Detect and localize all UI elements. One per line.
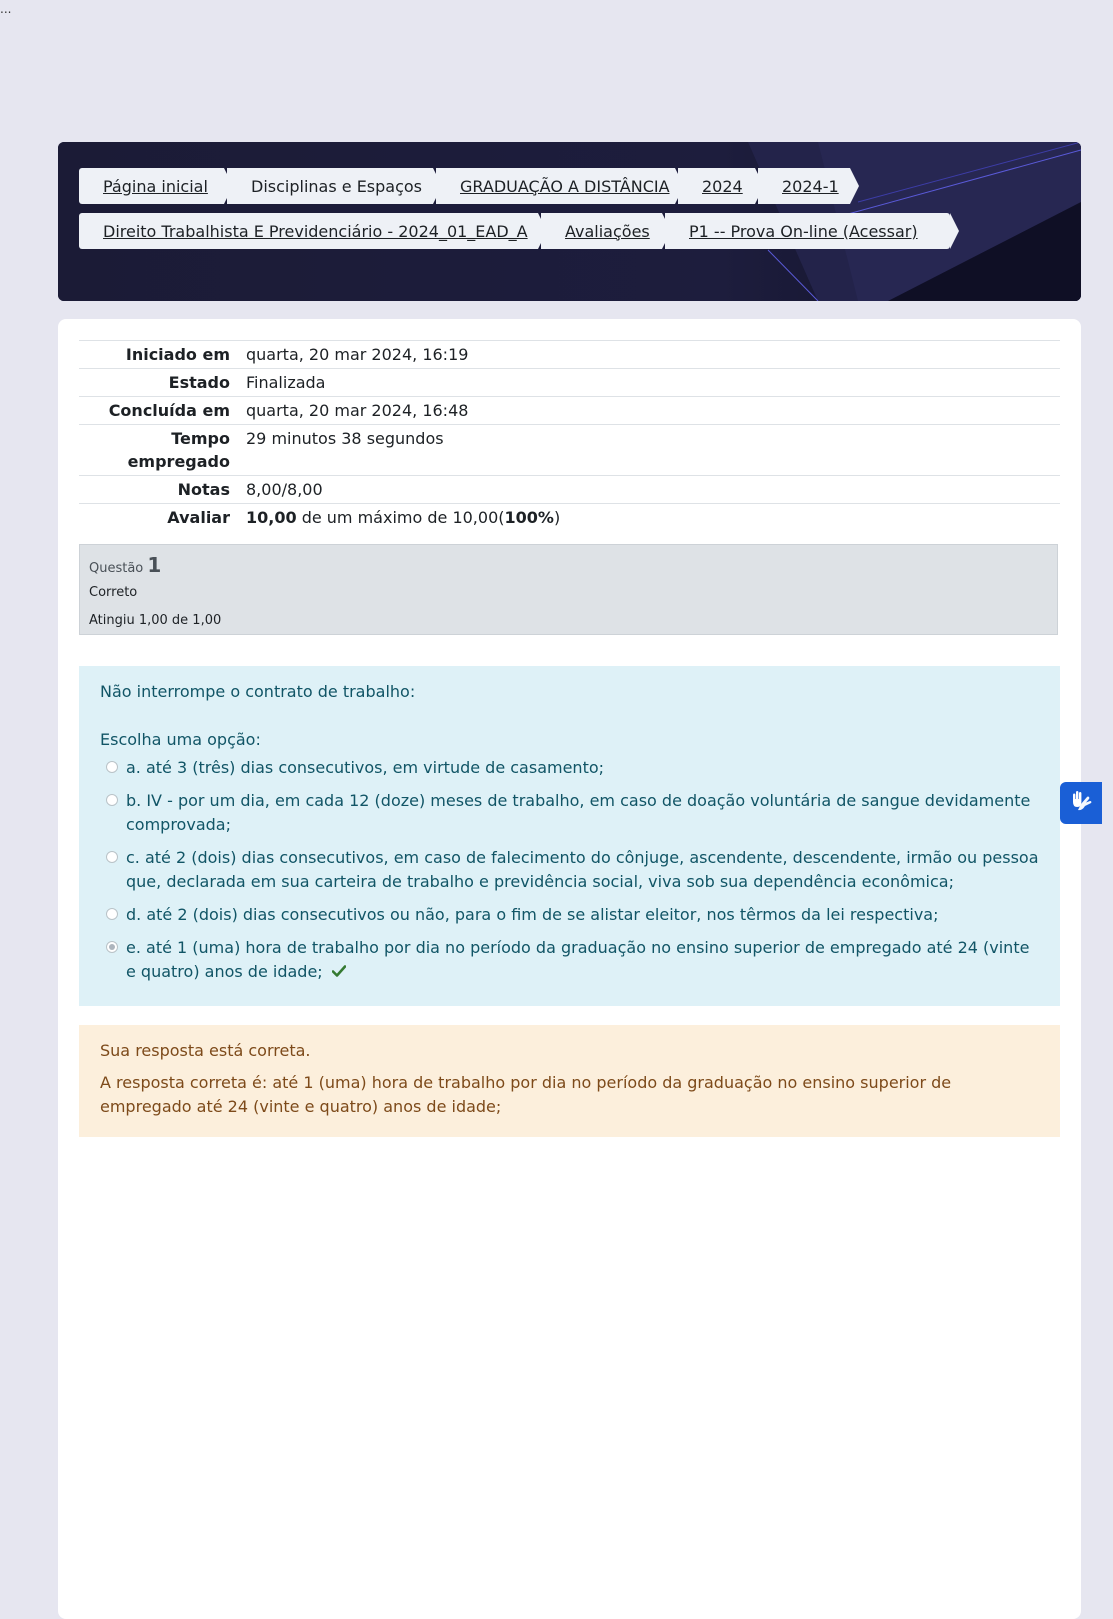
summary-label: Estado	[168, 373, 230, 392]
summary-value	[246, 504, 1060, 532]
answer-option-c[interactable]	[100, 846, 1039, 894]
answer-option-e[interactable]	[100, 936, 1039, 984]
summary-row-started	[79, 341, 1060, 369]
summary-label: Notas	[177, 480, 230, 499]
grade-value: 10,00	[246, 508, 297, 527]
breadcrumb-item-disciplinas	[227, 168, 433, 204]
summary-value: 29 minutos 38 segundos	[246, 429, 444, 448]
summary-label: Avaliar	[167, 508, 230, 527]
summary-value: Finalizada	[246, 373, 326, 392]
breadcrumb-label: Direito Trabalhista E Previdenciário - 2024_01_EAD_A	[103, 221, 528, 241]
summary-label: Concluída em	[108, 401, 230, 420]
feedback-right-answer: A resposta correta é: até 1 (uma) hora de trabalho por dia no período da graduação no ensino superior de empregado até 24 (vinte e quatro) anos de idade;	[100, 1073, 952, 1116]
answer-option-a[interactable]	[100, 756, 1039, 780]
breadcrumb-label: Página inicial	[103, 176, 208, 196]
answer-option-label: a. até 3 (três) dias consecutivos, em virtude de casamento;	[126, 758, 605, 777]
radio-button-selected[interactable]	[106, 941, 118, 953]
page-header-banner	[58, 142, 1081, 301]
breadcrumb-label: Disciplinas e Espaços	[251, 176, 423, 196]
corner-ellipsis: ...	[0, 2, 12, 16]
breadcrumb-item-graduacao[interactable]	[436, 168, 675, 204]
breadcrumb-label: Avaliações	[565, 221, 650, 241]
question-number: 1	[147, 553, 162, 577]
summary-row-state	[79, 369, 1060, 397]
grade-percent: 100%	[504, 508, 554, 527]
accessibility-button[interactable]	[1060, 782, 1102, 824]
breadcrumb-item-2024-1[interactable]	[758, 168, 850, 204]
summary-value: quarta, 20 mar 2024, 16:19	[246, 345, 469, 364]
attempt-summary-table	[79, 340, 1060, 531]
breadcrumb-item-2024[interactable]	[678, 168, 755, 204]
question-formulation	[79, 666, 1060, 1006]
question-info-box	[79, 544, 1058, 635]
summary-row-completed	[79, 397, 1060, 425]
feedback-status: Sua resposta está correta.	[100, 1041, 311, 1060]
answer-option-label: c. até 2 (dois) dias consecutivos, em caso de falecimento do cônjuge, ascendente, descendente, irmão ou pessoa que, declarada em sua carteira de trabalho e previdência social, viva sob sua dependência econômica;	[126, 848, 1039, 891]
answer-option-label: d. até 2 (dois) dias consecutivos ou não, para o fim de se alistar eleitor, nos têrmos da lei respectiva;	[126, 905, 939, 924]
answer-option-label: e. até 1 (uma) hora de trabalho por dia no período da graduação no ensino superior de empregado até 24 (vinte e quatro) anos de idade;	[126, 938, 1030, 981]
question-grade: Atingiu 1,00 de 1,00	[89, 613, 222, 628]
answer-option-b[interactable]	[100, 789, 1039, 837]
check-icon	[332, 960, 346, 984]
breadcrumb-item-course[interactable]	[79, 213, 538, 249]
grade-close-paren: )	[553, 508, 561, 527]
answer-option-label: b. IV - por um dia, em cada 12 (doze) meses de trabalho, em caso de doação voluntária de sangue devidamente comprovada;	[126, 791, 1031, 834]
breadcrumb-label: P1 -- Prova On-line (Acessar)	[689, 221, 918, 241]
main-content-panel	[58, 319, 1081, 1619]
answer-option-d[interactable]	[100, 903, 1039, 927]
grade-out-of: de um máximo de 10,00(	[296, 508, 505, 527]
sign-language-hands-icon	[1068, 788, 1094, 818]
breadcrumb-label: 2024	[702, 176, 743, 196]
breadcrumb-label: GRADUAÇÃO A DISTÂNCIA	[460, 176, 670, 196]
summary-value: 8,00/8,00	[246, 480, 323, 499]
question-prefix: Questão	[89, 561, 144, 576]
radio-button[interactable]	[106, 908, 118, 920]
answer-prompt: Escolha uma opção:	[100, 730, 261, 749]
breadcrumb-item-avaliacoes[interactable]	[541, 213, 662, 249]
breadcrumb-item-home[interactable]	[79, 168, 224, 204]
breadcrumb-item-quiz[interactable]	[665, 213, 950, 249]
summary-row-grade	[79, 504, 1060, 532]
breadcrumb-label: 2024-1	[782, 176, 839, 196]
summary-value: quarta, 20 mar 2024, 16:48	[246, 401, 469, 420]
answer-feedback	[79, 1025, 1060, 1137]
summary-label: Iniciado em	[125, 345, 230, 364]
summary-row-marks	[79, 476, 1060, 504]
summary-label: Tempo empregado	[127, 429, 230, 471]
radio-button[interactable]	[106, 761, 118, 773]
radio-button[interactable]	[106, 851, 118, 863]
question-text: Não interrompe o contrato de trabalho:	[100, 682, 416, 701]
radio-button[interactable]	[106, 794, 118, 806]
summary-row-time-taken	[79, 425, 1060, 476]
question-state: Correto	[89, 585, 138, 600]
